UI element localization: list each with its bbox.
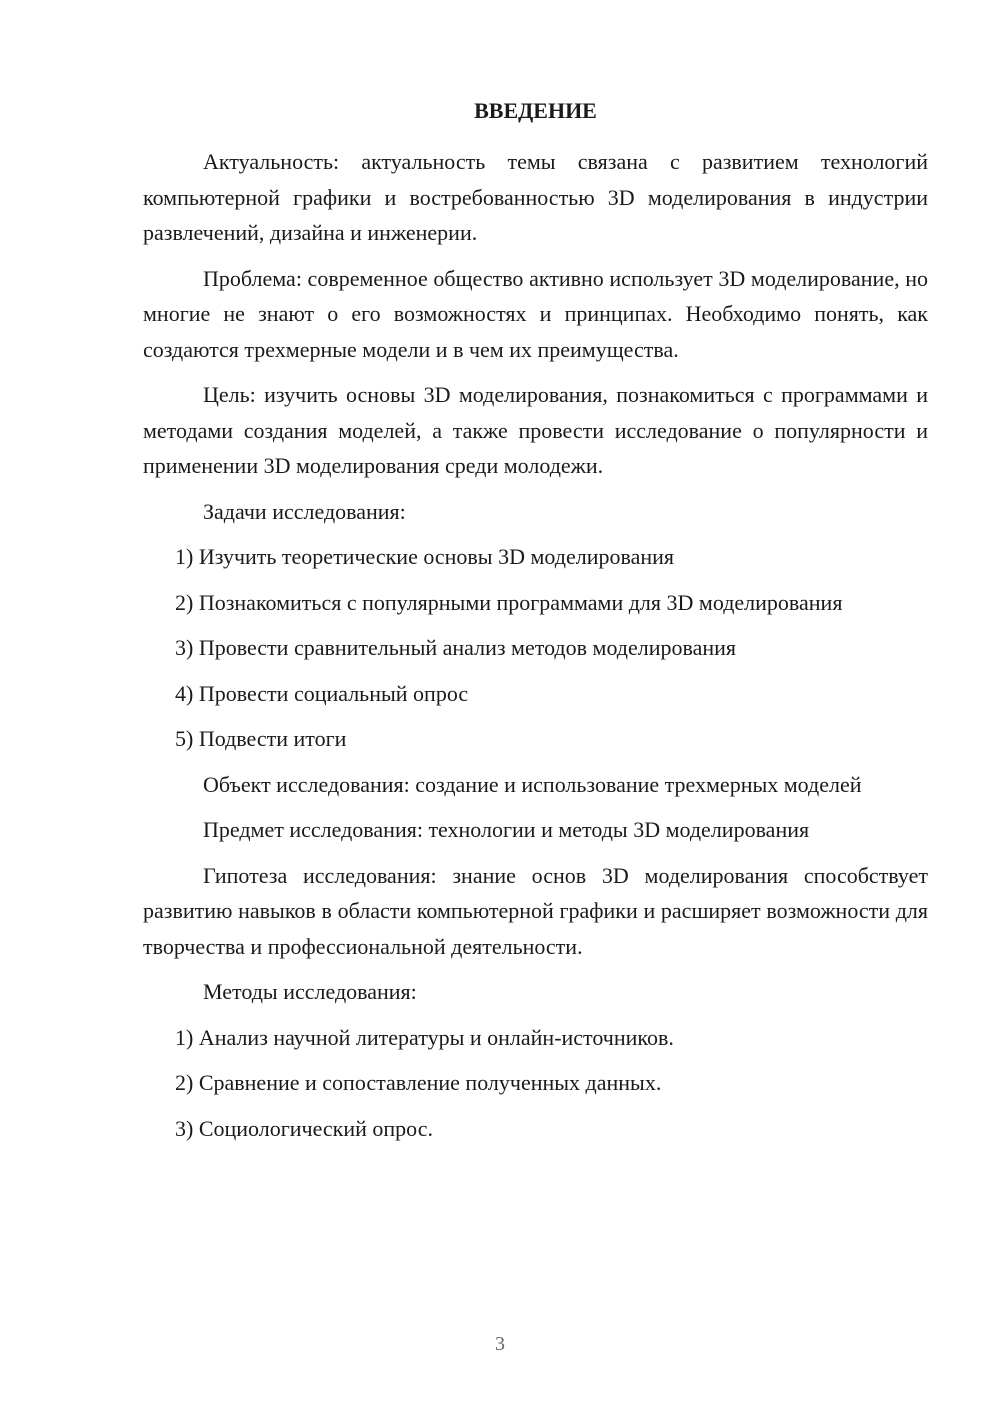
task-item-3: 3) Провести сравнительный анализ методов моделирования <box>175 635 737 660</box>
method-item-2: 2) Сравнение и сопоставление полученных данных. <box>175 1070 662 1095</box>
page-title: ВВЕДЕНИЕ <box>474 98 597 123</box>
method-item-3: 3) Социологический опрос. <box>175 1115 433 1141</box>
hypothesis-paragraph: Гипотеза исследования: знание основ 3D моделирования способствует развитию навыков в области компьютерной графики и расширяет возможности для творчества и профессиональной деятельности. <box>143 862 928 959</box>
task-item-4: 4) Провести социальный опрос <box>175 680 469 706</box>
relevance-paragraph: Актуальность: актуальность темы связана с развитием технологий компьютерной графики и востребованностью 3D моделирования в индустрии развлечений, дизайна и инженерии. <box>143 149 928 245</box>
method-item-1: 1) Анализ научной литературы и онлайн-источников. <box>175 1024 674 1050</box>
subject-paragraph: Предмет исследования: технологии и методы 3D моделирования <box>203 817 810 842</box>
task-item-2: 2) Познакомиться с популярными программами для 3D моделирования <box>175 589 843 615</box>
document-body <box>143 96 928 1156</box>
problem-paragraph: Проблема: современное общество активно использует 3D моделирование, но многие не знают о его возможностях и принципах. Необходимо понять, как создаются трехмерные модели и в чем их преимущества. <box>143 265 928 362</box>
task-item-1: 1) Изучить теоретические основы 3D моделирования <box>175 544 674 569</box>
goal-paragraph: Цель: изучить основы 3D моделирования, познакомиться с программами и методами создания моделей, а также провести исследование о популярности и применении 3D моделирования среди молодежи. <box>143 382 928 478</box>
methods-heading: Методы исследования: <box>203 979 417 1004</box>
object-paragraph: Объект исследования: создание и использование трехмерных моделей <box>203 771 862 797</box>
page-number: 3 <box>495 1333 505 1355</box>
tasks-heading: Задачи исследования: <box>203 498 406 524</box>
task-item-5: 5) Подвести итоги <box>175 726 347 751</box>
